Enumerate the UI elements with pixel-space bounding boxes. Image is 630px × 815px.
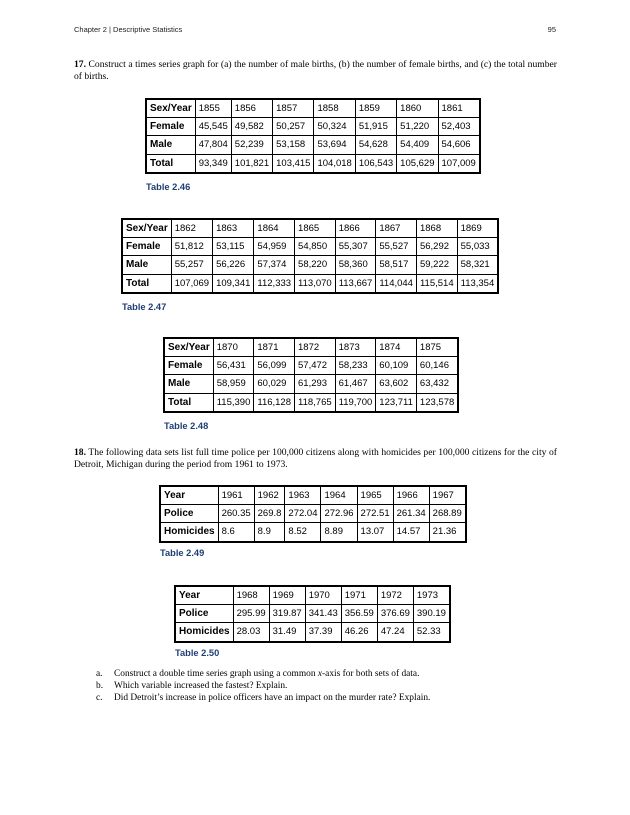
data-cell: 51,220: [397, 118, 438, 136]
data-cell: 116,128: [254, 393, 295, 412]
data-cell: 269.8: [254, 505, 285, 523]
problem-18-text: The following data sets list full time police per 100,000 citizens along with homicides per 100,000 citizens for the city of Detroit, Michigan during the period from 1961 to 1973.: [74, 447, 557, 471]
data-cell: 53,158: [273, 136, 314, 154]
data-cell: 49,582: [231, 118, 272, 136]
data-cell: 93,349: [195, 154, 231, 173]
table-row: [164, 375, 458, 393]
year-header-cell: 1970: [305, 586, 341, 605]
part-text-after: -axis for both sets of data.: [322, 669, 420, 679]
year-header-cell: 1860: [397, 99, 438, 118]
data-cell: 106,543: [355, 154, 396, 173]
table-row: [146, 154, 480, 173]
data-cell: 51,915: [355, 118, 396, 136]
year-header-cell: 1875: [416, 338, 458, 357]
table-2-50: [174, 585, 451, 643]
data-cell: 356.59: [341, 605, 377, 623]
table-caption: Table 2.48: [164, 421, 209, 431]
data-cell: 54,628: [355, 136, 396, 154]
data-cell: 57,472: [295, 357, 336, 375]
data-cell: 272.51: [357, 505, 393, 523]
row-header-cell: Male: [164, 375, 213, 393]
year-header-cell: 1866: [335, 219, 376, 238]
row-header-cell: Police: [175, 605, 233, 623]
part-text: Did Detroit’s increase in police officers have an impact on the murder rate? Explain.: [114, 693, 431, 704]
table-row: [160, 523, 466, 542]
data-cell: 113,667: [335, 274, 376, 293]
problem-17-number: 17.: [74, 59, 86, 70]
data-cell: 261.34: [393, 505, 429, 523]
data-cell: 8.52: [285, 523, 321, 542]
row-header-cell: Homicides: [175, 623, 233, 642]
data-cell: 52,403: [438, 118, 480, 136]
data-cell: 50,257: [273, 118, 314, 136]
data-cell: 123,578: [416, 393, 458, 412]
data-cell: 58,233: [335, 357, 376, 375]
data-cell: 115,390: [213, 393, 254, 412]
row-header-cell: Male: [122, 256, 171, 274]
row-header-cell: Total: [164, 393, 213, 412]
table-2-47: [121, 218, 499, 294]
data-cell: 13.07: [357, 523, 393, 542]
table-row: [146, 136, 480, 154]
data-cell: 107,009: [438, 154, 480, 173]
year-header-cell: 1870: [213, 338, 254, 357]
data-cell: 60,109: [376, 357, 417, 375]
data-cell: 119,700: [335, 393, 376, 412]
data-cell: 37.39: [305, 623, 341, 642]
part-text: Which variable increased the fastest? Explain.: [114, 681, 288, 692]
table-caption: Table 2.47: [122, 302, 167, 312]
row-header-cell: Female: [146, 118, 195, 136]
data-cell: 54,959: [254, 238, 295, 256]
year-header-cell: 1874: [376, 338, 417, 357]
row-header-cell: Homicides: [160, 523, 218, 542]
data-cell: 31.49: [269, 623, 305, 642]
row-header-cell: Sex/Year: [164, 338, 213, 357]
data-cell: 58,220: [295, 256, 336, 274]
page-number: 95: [547, 25, 556, 34]
question-parts: [96, 668, 430, 705]
year-header-cell: 1865: [295, 219, 336, 238]
data-cell: 112,333: [254, 274, 295, 293]
table-row: [146, 118, 480, 136]
table-caption: Table 2.46: [146, 182, 191, 192]
year-header-cell: 1868: [416, 219, 457, 238]
data-cell: 53,115: [213, 238, 254, 256]
year-header-cell: 1966: [393, 486, 429, 505]
data-cell: 123,711: [376, 393, 417, 412]
question-part: [96, 692, 430, 704]
data-cell: 55,033: [457, 238, 498, 256]
year-header-cell: 1863: [213, 219, 254, 238]
year-header-cell: 1961: [218, 486, 254, 505]
data-cell: 114,044: [376, 274, 417, 293]
data-cell: 8.9: [254, 523, 285, 542]
problem-17: [74, 59, 557, 83]
row-header-cell: Police: [160, 505, 218, 523]
year-header-cell: 1869: [457, 219, 498, 238]
problem-18-number: 18.: [74, 447, 86, 458]
table-row: [146, 99, 480, 118]
year-header-cell: 1871: [254, 338, 295, 357]
data-cell: 59,222: [416, 256, 457, 274]
data-cell: 58,360: [335, 256, 376, 274]
table-caption: Table 2.50: [175, 648, 220, 658]
data-cell: 52.33: [413, 623, 450, 642]
year-header-cell: 1973: [413, 586, 450, 605]
data-cell: 8.89: [321, 523, 357, 542]
table-row: [122, 219, 498, 238]
data-cell: 45,545: [195, 118, 231, 136]
year-header-cell: 1971: [341, 586, 377, 605]
data-cell: 57,374: [254, 256, 295, 274]
data-cell: 115,514: [416, 274, 457, 293]
row-header-cell: Female: [122, 238, 171, 256]
row-header-cell: Male: [146, 136, 195, 154]
data-cell: 60,146: [416, 357, 458, 375]
data-cell: 272.96: [321, 505, 357, 523]
data-cell: 56,226: [213, 256, 254, 274]
data-cell: 56,431: [213, 357, 254, 375]
data-cell: 58,517: [376, 256, 417, 274]
row-header-cell: Total: [122, 274, 171, 293]
table-caption: Table 2.49: [160, 548, 205, 558]
row-header-cell: Year: [175, 586, 233, 605]
data-cell: 58,321: [457, 256, 498, 274]
data-cell: 54,606: [438, 136, 480, 154]
year-header-cell: 1965: [357, 486, 393, 505]
row-header-cell: Total: [146, 154, 195, 173]
data-cell: 341.43: [305, 605, 341, 623]
data-cell: 268.89: [429, 505, 466, 523]
data-cell: 118,765: [295, 393, 336, 412]
table-row: [122, 274, 498, 293]
data-cell: 8.6: [218, 523, 254, 542]
table-row: [122, 238, 498, 256]
table-row: [160, 486, 466, 505]
table-row: [175, 586, 450, 605]
data-cell: 52,239: [231, 136, 272, 154]
year-header-cell: 1859: [355, 99, 396, 118]
data-cell: 260.35: [218, 505, 254, 523]
part-text: Construct a double time series graph using a common: [114, 669, 318, 679]
data-cell: 104,018: [314, 154, 355, 173]
data-cell: 47,804: [195, 136, 231, 154]
year-header-cell: 1967: [429, 486, 466, 505]
data-cell: 47.24: [377, 623, 413, 642]
row-header-cell: Year: [160, 486, 218, 505]
table-2-48: [163, 337, 459, 413]
data-cell: 55,527: [376, 238, 417, 256]
year-header-cell: 1963: [285, 486, 321, 505]
year-header-cell: 1858: [314, 99, 355, 118]
year-header-cell: 1962: [254, 486, 285, 505]
table-row: [164, 393, 458, 412]
table-row: [160, 505, 466, 523]
data-cell: 107,069: [171, 274, 212, 293]
row-header-cell: Female: [164, 357, 213, 375]
data-cell: 60,029: [254, 375, 295, 393]
part-letter: c.: [96, 693, 103, 704]
data-cell: 63,432: [416, 375, 458, 393]
data-cell: 376.69: [377, 605, 413, 623]
year-header-cell: 1972: [377, 586, 413, 605]
data-cell: 54,409: [397, 136, 438, 154]
chapter-header: Chapter 2 | Descriptive Statistics: [74, 25, 183, 34]
data-cell: 46.26: [341, 623, 377, 642]
part-italic: x: [317, 669, 323, 679]
data-cell: 63,602: [376, 375, 417, 393]
year-header-cell: 1969: [269, 586, 305, 605]
year-header-cell: 1855: [195, 99, 231, 118]
table-2-49: [159, 485, 467, 543]
data-cell: 113,354: [457, 274, 498, 293]
question-part: [96, 668, 430, 680]
year-header-cell: 1864: [254, 219, 295, 238]
year-header-cell: 1964: [321, 486, 357, 505]
year-header-cell: 1872: [295, 338, 336, 357]
year-header-cell: 1857: [273, 99, 314, 118]
data-cell: 50,324: [314, 118, 355, 136]
data-cell: 55,307: [335, 238, 376, 256]
row-header-cell: Sex/Year: [122, 219, 171, 238]
data-cell: 54,850: [295, 238, 336, 256]
table-2-46: [145, 98, 481, 174]
data-cell: 55,257: [171, 256, 212, 274]
data-cell: 61,293: [295, 375, 336, 393]
year-header-cell: 1856: [231, 99, 272, 118]
data-cell: 105,629: [397, 154, 438, 173]
data-cell: 14.57: [393, 523, 429, 542]
table-row: [164, 338, 458, 357]
row-header-cell: Sex/Year: [146, 99, 195, 118]
table-row: [175, 605, 450, 623]
year-header-cell: 1861: [438, 99, 480, 118]
data-cell: 28.03: [233, 623, 269, 642]
problem-18: [74, 447, 557, 471]
data-cell: 103,415: [273, 154, 314, 173]
part-letter: b.: [96, 681, 104, 692]
data-cell: 56,292: [416, 238, 457, 256]
data-cell: 113,070: [295, 274, 336, 293]
table-row: [164, 357, 458, 375]
data-cell: 53,694: [314, 136, 355, 154]
data-cell: 101,821: [231, 154, 272, 173]
part-letter: a.: [96, 669, 103, 679]
data-cell: 51,812: [171, 238, 212, 256]
year-header-cell: 1867: [376, 219, 417, 238]
year-header-cell: 1873: [335, 338, 376, 357]
table-row: [175, 623, 450, 642]
question-part: [96, 680, 430, 692]
data-cell: 272.04: [285, 505, 321, 523]
data-cell: 61,467: [335, 375, 376, 393]
data-cell: 295.99: [233, 605, 269, 623]
year-header-cell: 1968: [233, 586, 269, 605]
problem-17-text: Construct a times series graph for (a) the number of male births, (b) the number of female births, and (c) the total number of births.: [74, 59, 557, 83]
data-cell: 58,959: [213, 375, 254, 393]
data-cell: 56,099: [254, 357, 295, 375]
data-cell: 319.87: [269, 605, 305, 623]
data-cell: 21.36: [429, 523, 466, 542]
data-cell: 390.19: [413, 605, 450, 623]
table-row: [122, 256, 498, 274]
year-header-cell: 1862: [171, 219, 212, 238]
data-cell: 109,341: [213, 274, 254, 293]
